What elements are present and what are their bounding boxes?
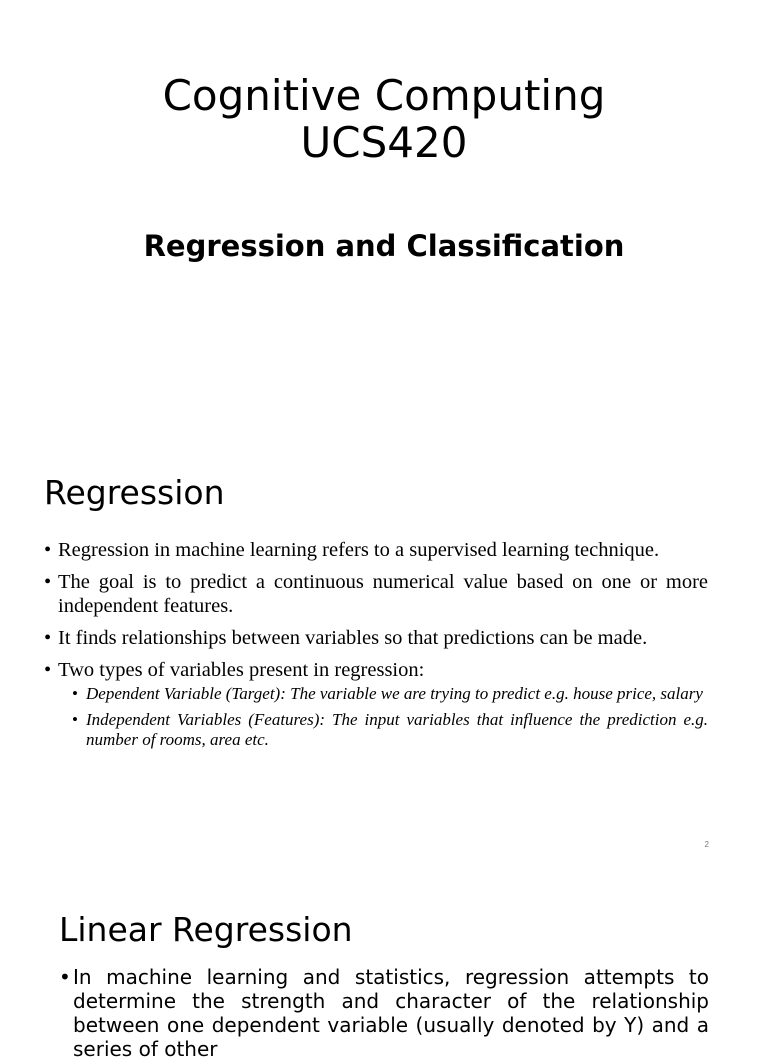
sub-bullet-list — [58, 684, 708, 750]
page-number: 2 — [704, 840, 709, 849]
sub-list-item: • Dependent Variable (Target): The variable we are trying to predict e.g. house price, salary — [58, 684, 708, 704]
list-item: • Regression in machine learning refers to a supervised learning technique. — [44, 538, 708, 562]
bullet-list — [44, 538, 708, 758]
regression-slide — [0, 440, 768, 860]
slide-title: Linear Regression — [59, 910, 353, 949]
list-item: • In machine learning and statistics, regression attempts to determine the strength and character of the relationship between one dependent variable (usually denoted by Y) and a series of other — [59, 965, 709, 1061]
list-item-with-subitems — [44, 658, 708, 750]
linear-regression-slide — [0, 870, 768, 1061]
slide-subtitle: Regression and Classification — [143, 229, 625, 263]
course-title: Cognitive Computing — [162, 71, 606, 120]
list-item-text: Two types of variables present in regression: — [58, 659, 425, 681]
list-item: • The goal is to predict a continuous numerical value based on one or more independent features. — [44, 570, 708, 618]
course-code: UCS420 — [300, 118, 468, 167]
slide-title: Regression — [44, 473, 225, 512]
list-item: • It finds relationships between variables so that predictions can be made. — [44, 626, 708, 650]
title-slide — [0, 0, 768, 430]
sub-list-item: • Independent Variables (Features): The input variables that influence the prediction e.g. number of rooms, area etc. — [58, 710, 708, 750]
bullet-list — [59, 965, 709, 1061]
